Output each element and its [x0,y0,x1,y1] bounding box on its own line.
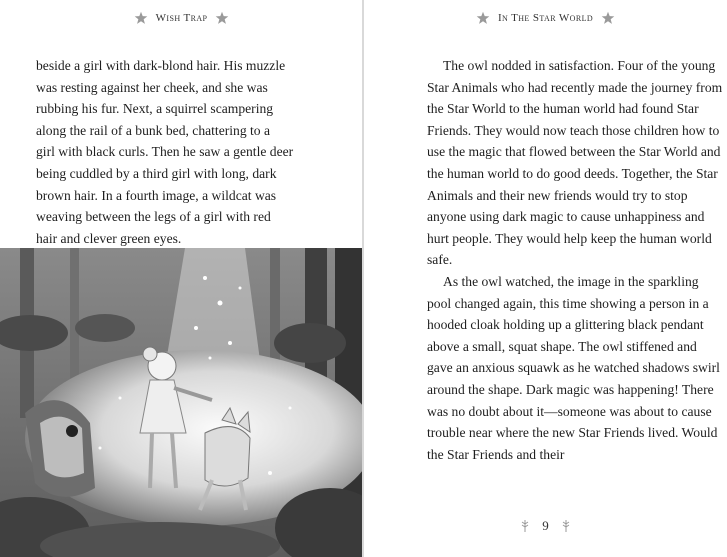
star-icon [215,11,229,25]
left-page [0,0,363,557]
text-line: weaving between the legs of a girl with red [36,209,271,225]
text-line: beside a girl with dark-blond hair. His muzzle [36,58,286,73]
paragraph: The owl nodded in satisfaction. Four of the young Star Animals who had recently made the journey from the Star World to the human world had found Star Friends. They would now teach those children how to use the magic that flowed between the Star World and the human world to do good deeds. Together, the Star Animals and their new friends would try to stop anyone using dark magic to cause unhappiness and hurt people. They would help keep the human world safe. [427,58,723,268]
running-head-title: Wish Trap [155,12,208,24]
forest-pool-illustration [0,248,362,557]
sprig-icon [561,519,571,533]
left-running-head [0,11,363,25]
text-line: was resting against her cheek, and she was [36,79,268,95]
right-page [364,0,727,557]
text-line: rubbing his fur. Next, a squirrel scampering [36,101,274,117]
sprig-icon [520,519,530,533]
text-line: along the rail of a bunk bed, chattering to a [36,122,271,138]
text-line: hair and clever green eyes. [36,230,182,246]
page-number: 9 [542,518,549,533]
text-line: girl with black curls. Then he saw a gentle deer [36,144,294,160]
left-body-text [36,55,336,249]
page-footer [364,518,727,534]
star-icon [476,11,490,25]
star-icon [601,11,615,25]
paragraph: As the owl watched, the image in the sparkling pool changed again, this time showing a person in a hooded cloak holding up a glittering black pendant above a small, squat shape. The owl stiffened and gave an anxious squawk as he watched shadows swirl around the shape. Dark magic was happening! There was no doubt about it—someone was about to cause trouble near where the new Star Friends lived. Would the Star Friends and their [427,273,720,462]
right-body-text [427,55,725,465]
text-line: brown hair. In a fourth image, a wildcat was [36,187,277,203]
star-icon [134,11,148,25]
text-line: being cuddled by a third girl with long, dark [36,165,277,181]
right-running-head [364,11,727,25]
running-head-title: In The Star World [497,12,594,24]
